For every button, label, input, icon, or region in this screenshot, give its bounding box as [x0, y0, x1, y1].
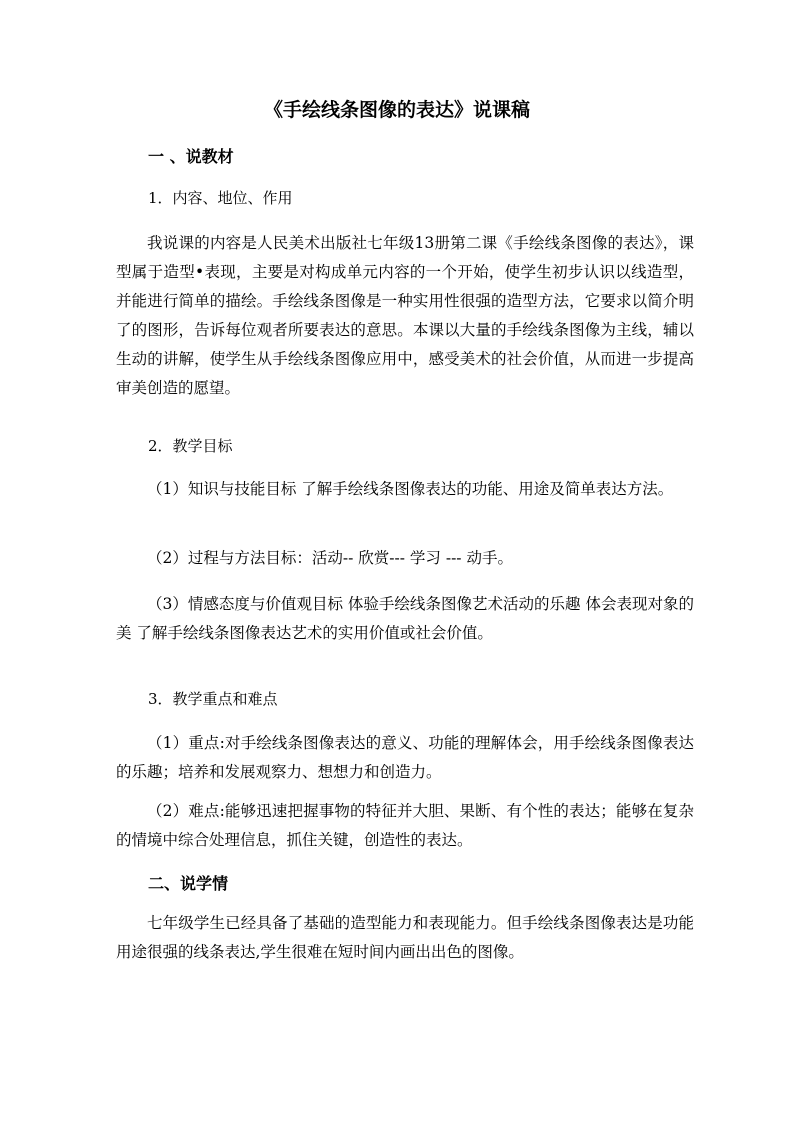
- subheading-teaching-goals: 2．教学目标: [148, 437, 233, 455]
- document-title: 《手绘线条图像的表达》说课稿: [263, 99, 530, 121]
- subheading-content-role: 1．内容、地位、作用: [148, 189, 293, 207]
- goal-knowledge-skills: （1）知识与技能目标 了解手绘线条图像表达的功能、用途及简单表达方法。: [147, 480, 674, 498]
- subheading-key-points: 3．教学重点和难点: [148, 690, 278, 708]
- section-heading-textbook: 一 、说教材: [148, 147, 234, 166]
- key-point-focus: （1）重点:对手绘线条图像表达的意义、功能的理解体会，用手绘线条图像表达的乐趣；培养和发展观察力、想想力和创造力。: [116, 734, 694, 781]
- key-point-difficulty: （2）难点:能够迅速把握事物的特征并大胆、果断、有个性的表达；能够在复杂的情境中综合处理信息，抓住关键，创造性的表达。: [116, 802, 694, 849]
- paragraph-content-role: 我说课的内容是人民美术出版社七年级13册第二课《手绘线条图像的表达》，课型属于造型•表现，主要是对构成单元内容的一个开始，使学生初步认识以线造型，并能进行简单的描绘。手绘线条图像是一种实用性很强的造型方法，它要求以简介明了的图形，告诉每位观者所要表达的意思。本课以大量的手绘线条图像为主线，辅以生动的讲解，使学生从手绘线条图像应用中，感受美术的社会价值，从而进一步提高审美创造的愿望。: [116, 234, 694, 397]
- goal-process-method: （2）过程与方法目标：活动-- 欣赏--- 学习 --- 动手。: [147, 549, 513, 567]
- paragraph-students: 七年级学生已经具备了基础的造型能力和表现能力。但手绘线条图像表达是功能用途很强的线条表达,学生很难在短时间内画出出色的图像。: [116, 914, 694, 961]
- section-heading-students: 二、说学情: [148, 874, 229, 893]
- goal-emotion-values: （3）情感态度与价值观目标 体验手绘线条图像艺术活动的乐趣 体会表现对象的美 了解手绘线条图像表达艺术的实用价值或社会价值。: [116, 595, 694, 642]
